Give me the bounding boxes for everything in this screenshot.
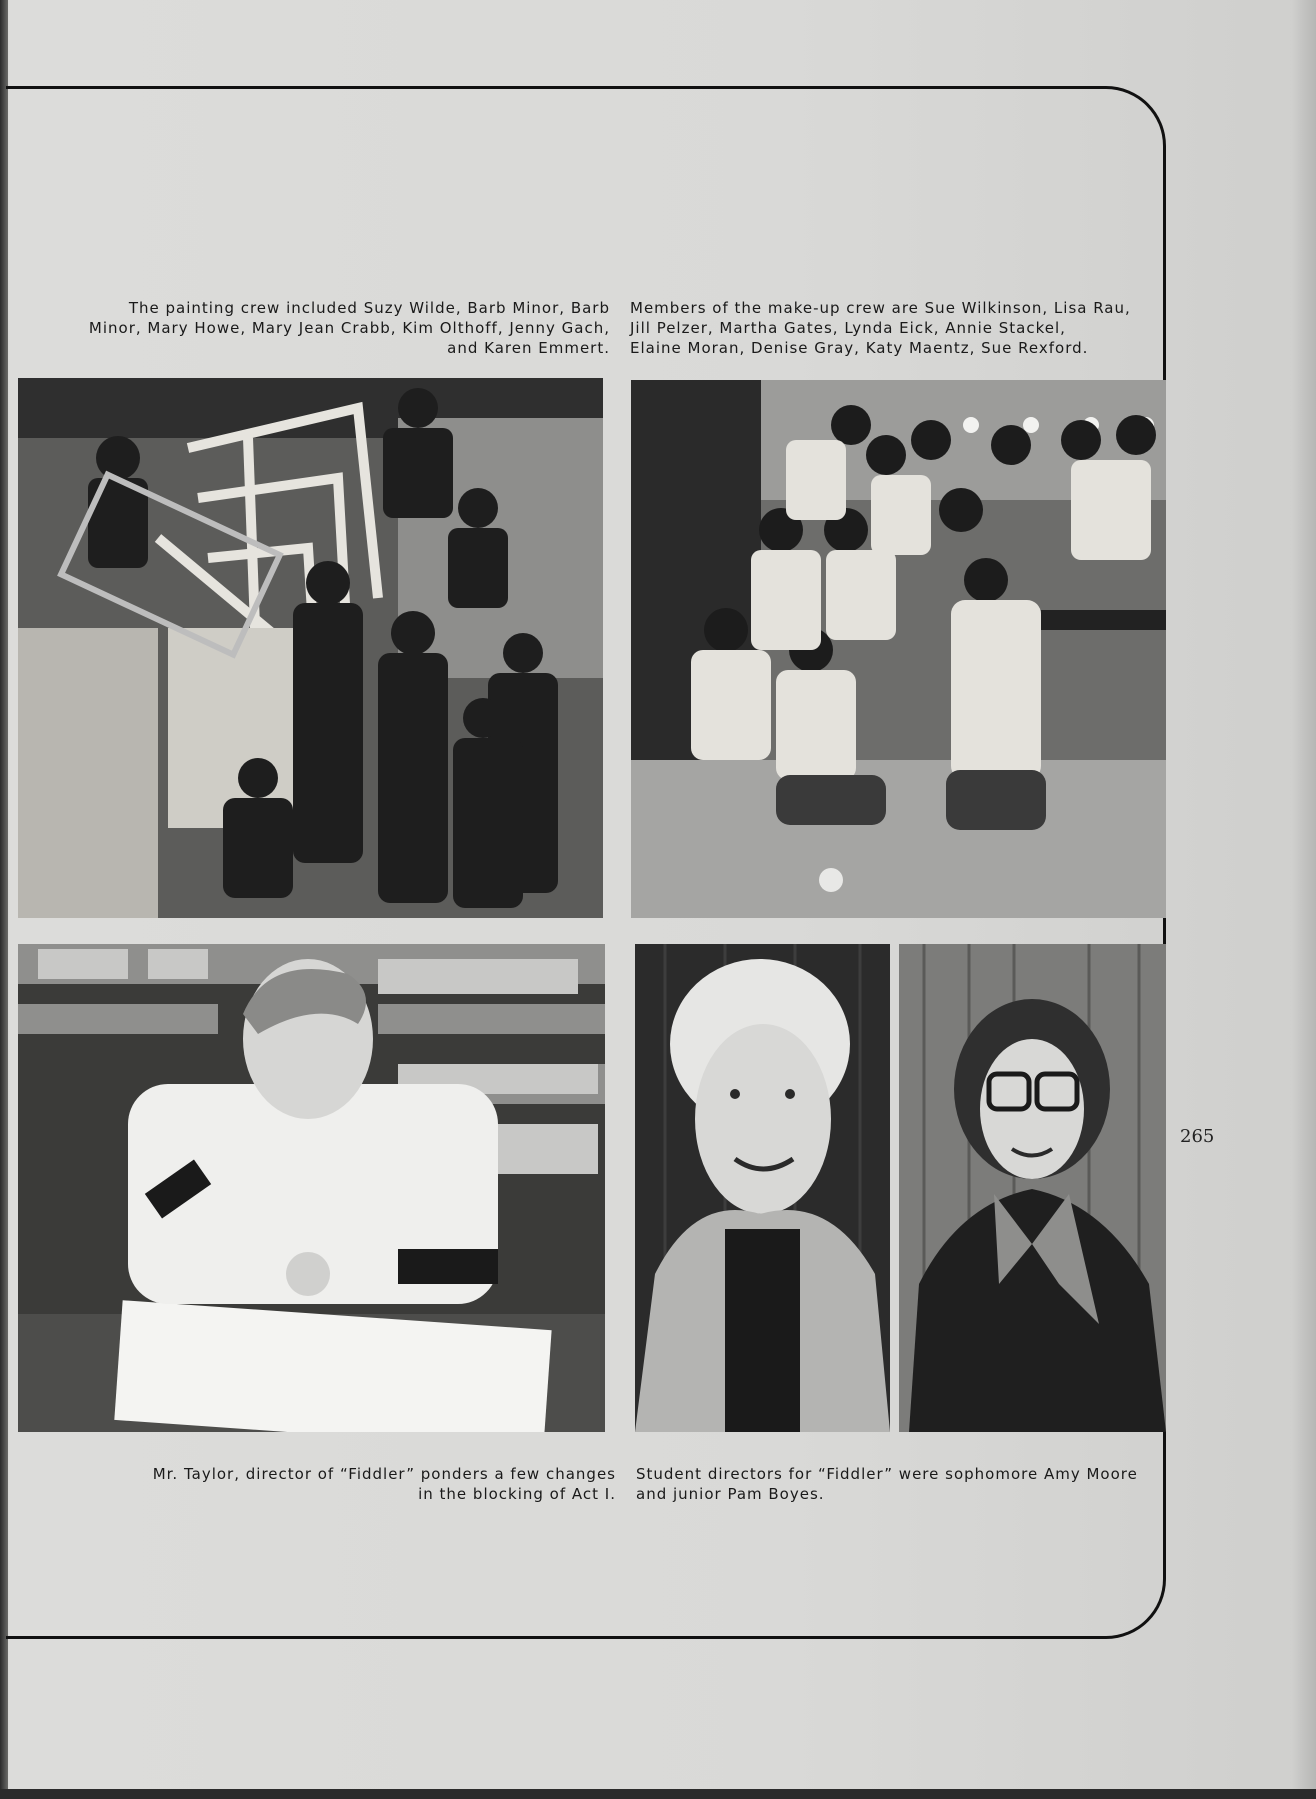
- caption-line: in the blocking of Act I.: [418, 1485, 616, 1503]
- director-photo: [18, 944, 605, 1432]
- page-edge-shade: [1292, 0, 1316, 1799]
- caption-line: The painting crew included Suzy Wilde, Barb Minor, Barb: [128, 299, 610, 317]
- scan-edge: [0, 1789, 1316, 1799]
- caption-line: Elaine Moran, Denise Gray, Katy Maentz, Sue Rexford.: [630, 339, 1089, 357]
- caption-line: Jill Pelzer, Martha Gates, Lynda Eick, Annie Stackel,: [630, 319, 1066, 337]
- student-director-photo-2: [899, 944, 1166, 1432]
- page-number: 265: [1180, 1126, 1215, 1147]
- makeup-crew-caption: [630, 298, 1150, 358]
- caption-line: Student directors for “Fiddler” were sophomore Amy Moore: [636, 1465, 1138, 1483]
- caption-line: Members of the make-up crew are Sue Wilkinson, Lisa Rau,: [630, 299, 1131, 317]
- makeup-crew-photo: [631, 380, 1166, 918]
- painting-crew-photo: [18, 378, 603, 918]
- caption-line: and Karen Emmert.: [447, 339, 610, 357]
- student-director-photo-1: [635, 944, 890, 1432]
- caption-line: Minor, Mary Howe, Mary Jean Crabb, Kim Olthoff, Jenny Gach,: [88, 319, 610, 337]
- student-directors-caption: [636, 1464, 1156, 1504]
- caption-line: and junior Pam Boyes.: [636, 1485, 825, 1503]
- caption-line: Mr. Taylor, director of “Fiddler” ponders a few changes: [152, 1465, 616, 1483]
- painting-crew-caption: [28, 298, 610, 358]
- director-caption: [60, 1464, 616, 1504]
